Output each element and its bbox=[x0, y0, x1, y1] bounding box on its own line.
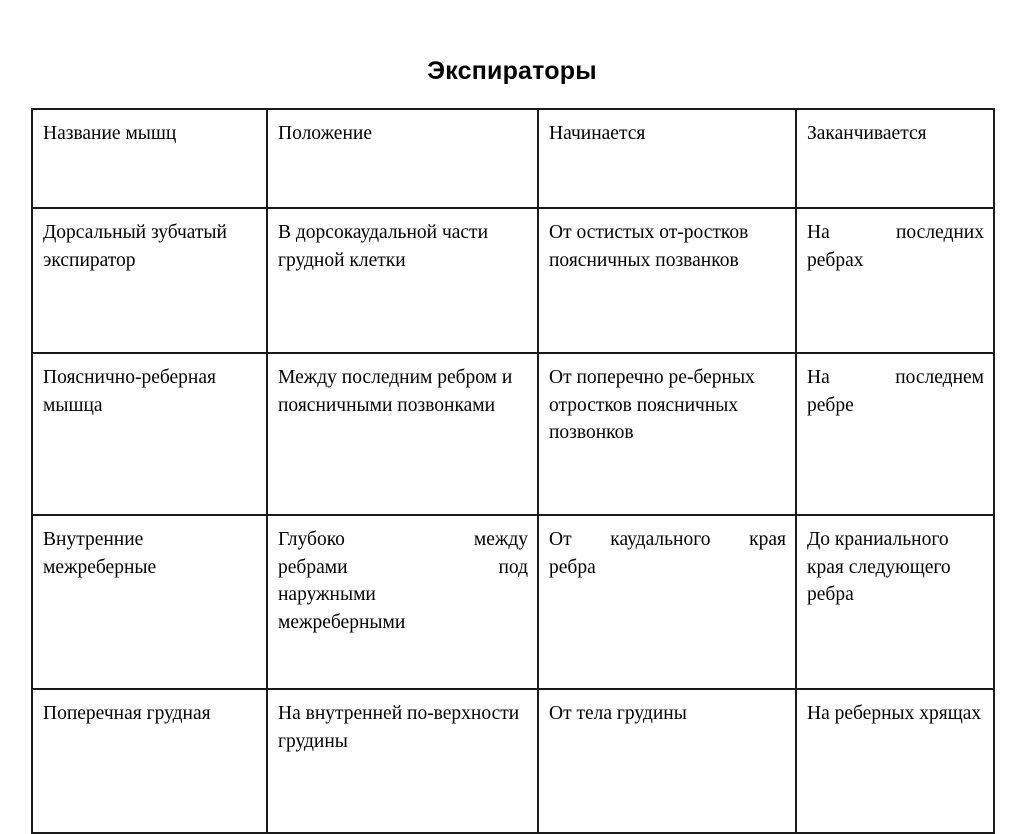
muscle-origin: От остистых от-ростков поясничных позванков bbox=[538, 208, 796, 353]
position-word-6: межреберными bbox=[278, 612, 406, 634]
insertion-word-1: На bbox=[807, 367, 830, 388]
muscle-position bbox=[267, 515, 538, 689]
table-row bbox=[32, 208, 994, 353]
column-header-starts: Начинается bbox=[538, 109, 796, 208]
table-row bbox=[32, 515, 994, 689]
muscle-table bbox=[31, 108, 995, 834]
insertion-word-2: последних bbox=[896, 222, 984, 243]
position-word-2: между bbox=[473, 529, 528, 550]
muscle-name: Дорсальный зубчатый экспиратор bbox=[32, 208, 267, 353]
muscle-insertion bbox=[796, 208, 994, 353]
muscle-name: Внутренние межреберные bbox=[32, 515, 267, 689]
muscle-name: Поперечная грудная bbox=[32, 689, 267, 833]
muscle-position: Между последним ребром и поясничными позвонками bbox=[267, 353, 538, 515]
origin-word-1: От bbox=[549, 529, 572, 550]
muscle-position: На внутренней по-верхности грудины bbox=[267, 689, 538, 833]
page-title: Экспираторы bbox=[427, 57, 597, 85]
table-container bbox=[31, 108, 993, 834]
position-word-5: наружными bbox=[278, 584, 376, 606]
origin-word-2: каудального bbox=[610, 529, 711, 550]
table-row bbox=[32, 689, 994, 833]
column-header-ends: Заканчивается bbox=[796, 109, 994, 208]
origin-word-3: края bbox=[749, 529, 786, 550]
muscle-origin bbox=[538, 515, 796, 689]
muscle-origin: От тела грудины bbox=[538, 689, 796, 833]
muscle-insertion bbox=[796, 353, 994, 515]
insertion-word-1: На bbox=[807, 222, 830, 243]
table-header-row bbox=[32, 109, 994, 208]
insertion-word-3: ребрах bbox=[807, 249, 864, 271]
origin-word-4: ребра bbox=[549, 556, 596, 578]
column-header-position: Положение bbox=[267, 109, 538, 208]
column-header-name: Название мышц bbox=[32, 109, 267, 208]
insertion-word-3: ребре bbox=[807, 394, 854, 416]
muscle-name: Пояснично-реберная мышца bbox=[32, 353, 267, 515]
muscle-insertion: На реберных хрящах bbox=[796, 689, 994, 833]
position-word-3: ребрами bbox=[278, 556, 348, 578]
muscle-insertion: До краниального края следующего ребра bbox=[796, 515, 994, 689]
table-row bbox=[32, 353, 994, 515]
position-word-4: под bbox=[498, 556, 528, 578]
muscle-origin: От поперечно ре-берных отростков поясничных позвонков bbox=[538, 353, 796, 515]
position-word-1: Глубоко bbox=[278, 529, 345, 550]
muscle-position: В дорсокаудальной части грудной клетки bbox=[267, 208, 538, 353]
insertion-word-2: последнем bbox=[895, 367, 984, 388]
